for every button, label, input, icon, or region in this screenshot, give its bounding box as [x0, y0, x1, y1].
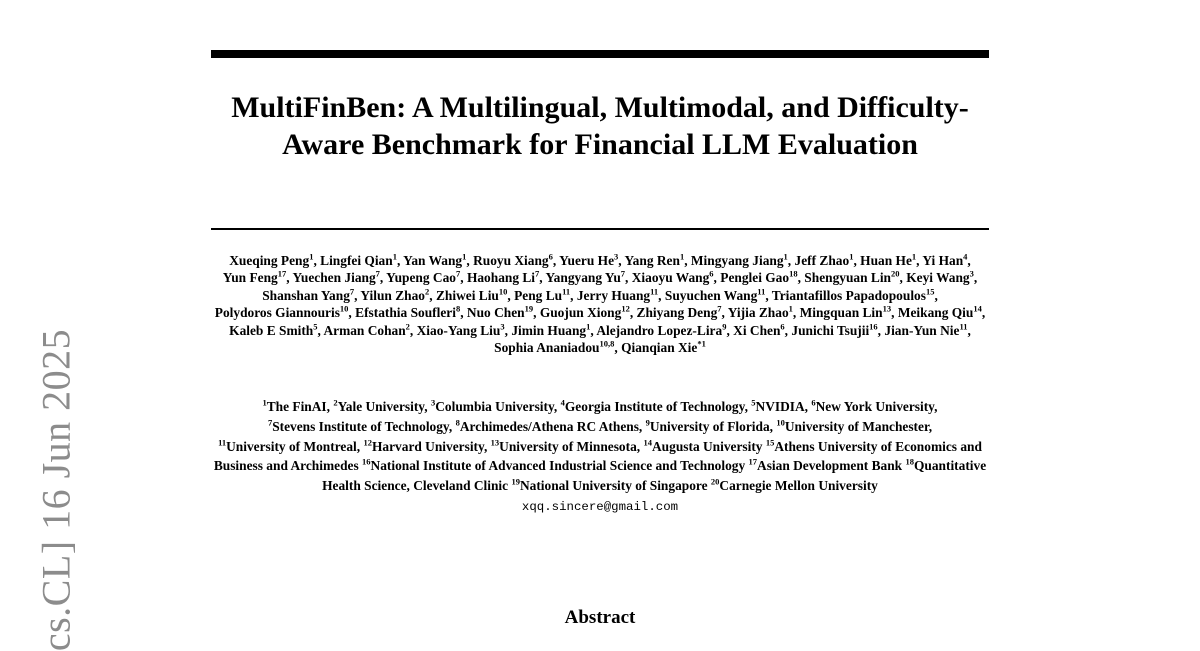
author-affiliation-marker: 5 — [313, 321, 318, 332]
affiliation-separator: , — [553, 399, 558, 414]
author-affiliation-marker: 8 — [455, 303, 461, 314]
author-name: Yang Ren — [624, 253, 680, 268]
affiliation — [511, 478, 707, 493]
author-affiliation-marker: 15 — [925, 286, 935, 297]
author-name: Kaleb E Smith — [229, 322, 314, 338]
author-affiliation-marker: 11 — [650, 286, 659, 297]
author-name: Alejandro Lopez-Lira — [596, 322, 723, 338]
author: Yupeng Cao$^7$, — [386, 268, 464, 286]
author-name: Arman Cohan — [323, 322, 406, 338]
affiliation-name: Asian Development Bank — [757, 458, 903, 474]
affiliation — [431, 399, 557, 414]
author-affiliation-marker: 1 — [462, 251, 467, 262]
author — [621, 340, 706, 355]
affiliation-number: 18 — [905, 456, 914, 467]
author-name: Jerry Huang — [576, 287, 651, 303]
affiliation-name: Augusta University — [652, 438, 763, 454]
author-name: Yan Wang — [403, 253, 463, 268]
affiliation-name: University of Minnesota — [499, 438, 637, 454]
affiliation-number: 2 — [333, 397, 338, 408]
author-list — [211, 252, 989, 356]
affiliation-number: 15 — [765, 437, 775, 448]
author-name: Mingyang Jiang — [690, 253, 784, 268]
author-name: Xueqing Peng — [229, 253, 310, 268]
affiliation-separator: , — [928, 418, 933, 434]
affiliation-number: 4 — [560, 397, 565, 408]
author: Zhiwei Liu$^{10}$, — [435, 286, 511, 303]
affiliation-name: University of Manchester — [784, 418, 929, 434]
author-affiliation-marker: 10,8 — [599, 338, 615, 349]
author-affiliation-marker: 7 — [535, 268, 540, 279]
author: Penglei Gao$^{18}$, — [720, 268, 801, 286]
affiliation — [456, 419, 643, 434]
author-affiliation-marker: 10 — [498, 286, 508, 297]
author-name: Lingfei Qian — [320, 253, 393, 268]
contact-email[interactable]: xqq.sincere@gmail.com — [521, 499, 679, 514]
affiliation-number: 3 — [431, 397, 436, 408]
author-name: Huan He — [860, 253, 912, 268]
author: Arman Cohan$^2$, — [323, 321, 414, 338]
affiliation-separator: , — [804, 399, 808, 414]
affiliation-block — [211, 397, 989, 518]
author: Meikang Qiu$^{14}$, — [897, 303, 986, 321]
affiliation-separator: , — [356, 438, 361, 454]
author: Yueru He$^3$, — [559, 251, 622, 268]
author-affiliation-marker: 19 — [524, 303, 534, 314]
author-name: Xiao-Yang Liu — [416, 322, 501, 338]
author-affiliation-marker: 6 — [709, 268, 714, 279]
author-affiliation-marker: 2 — [425, 286, 430, 297]
author-name: Shengyuan Lin — [804, 270, 892, 286]
arxiv-identifier-stamp: cs.CL] 16 Jun 2025 — [33, 328, 79, 651]
author-affiliation-marker: 11 — [562, 286, 571, 297]
author-name: Mingquan Lin — [799, 305, 883, 321]
author: Sophia Ananiadou$^{10,8}$, — [494, 338, 618, 356]
author-affiliation-marker: 11 — [959, 321, 968, 332]
affiliation-list — [214, 399, 986, 493]
author-name: Xiaoyu Wang — [631, 270, 710, 286]
affiliation — [268, 419, 452, 434]
affiliation-name: Athens University of Economics and Business and Archimedes — [213, 438, 982, 474]
author-affiliation-marker: 3 — [500, 321, 505, 332]
author: Shengyuan Lin$^{20}$, — [804, 268, 903, 286]
author-name: Jeff Zhao — [794, 253, 850, 268]
affiliation-number: 11 — [218, 437, 227, 448]
author: Junichi Tsujii$^{16}$, — [791, 321, 882, 338]
author-affiliation-marker: 7 — [717, 303, 722, 314]
author-affiliation-marker: 1 — [309, 251, 314, 262]
author-affiliation-marker: 1 — [679, 251, 685, 262]
affiliation-separator: , — [448, 418, 453, 434]
author-name: Zhiyang Deng — [636, 305, 718, 321]
affiliation-separator: , — [638, 418, 643, 434]
author-affiliation-marker: 17 — [277, 268, 287, 279]
author: Alejandro Lopez-Lira$^9$, — [596, 321, 730, 338]
affiliation-number: 19 — [511, 476, 520, 487]
affiliation — [646, 419, 773, 434]
author: Keyi Wang$^3$, — [906, 268, 978, 286]
author-affiliation-marker: 3 — [969, 268, 974, 279]
author: Yang Ren$^1$, — [624, 251, 688, 268]
author-affiliation-marker: 1 — [849, 251, 854, 262]
author-name: Sophia Ananiadou — [494, 340, 600, 356]
title-top-rule — [211, 50, 989, 58]
author-affiliation-marker: 1 — [788, 303, 793, 314]
affiliation-number: 12 — [363, 437, 372, 448]
author: Yan Wang$^1$, — [403, 251, 470, 268]
author-affiliation-marker: 6 — [780, 321, 785, 332]
author-affiliation-marker: 7 — [620, 268, 626, 279]
author-name: Zhiwei Liu — [435, 287, 499, 303]
author-affiliation-marker: 9 — [722, 321, 727, 332]
affiliation-number: 1 — [262, 397, 267, 408]
affiliation-name: Columbia University — [435, 399, 554, 414]
affiliation — [491, 439, 640, 454]
author-name: Peng Lu — [514, 287, 563, 303]
affiliation-separator: , — [326, 399, 330, 414]
author-name: Yi Han — [922, 253, 964, 268]
author: Guojun Xiong$^{12}$, — [539, 303, 634, 321]
affiliation-name: Archimedes/Athena RC Athens — [459, 418, 639, 434]
author: Yijia Zhao$^1$, — [727, 303, 797, 321]
author-affiliation-marker: 1 — [783, 251, 788, 262]
affiliation-name: New York University — [815, 399, 935, 414]
affiliation-number: 14 — [643, 437, 653, 448]
author: Xi Chen$^6$, — [733, 321, 789, 338]
affiliation-separator: , — [636, 438, 641, 454]
affiliation-number: 7 — [267, 417, 273, 428]
author: Yuechen Jiang$^7$, — [292, 268, 384, 286]
author-affiliation-marker: 7 — [349, 286, 355, 297]
author: Jian-Yun Nie$^{11}$, — [884, 321, 971, 338]
author-affiliation-marker: 13 — [882, 303, 892, 314]
author-name: Yueru He — [559, 253, 615, 268]
author-name: Yupeng Cao — [386, 270, 456, 286]
affiliation — [811, 399, 937, 414]
author: Yangyang Yu$^7$, — [545, 268, 629, 286]
author-name: Efstathia Soufleri — [355, 305, 456, 321]
affiliation-number: 9 — [645, 417, 650, 428]
author: Mingquan Lin$^{13}$, — [799, 303, 895, 321]
author: Jimin Huang$^1$, — [511, 321, 594, 338]
author: Xueqing Peng$^1$, — [229, 251, 317, 268]
abstract-heading: Abstract — [564, 607, 636, 628]
affiliation-number: 5 — [751, 397, 756, 408]
affiliation-number: 8 — [455, 417, 460, 428]
author: Yilun Zhao$^2$, — [360, 286, 433, 303]
affiliation-separator: , — [744, 399, 748, 414]
author: Jeff Zhao$^1$, — [794, 251, 857, 268]
author-name: Shanshan Yang — [262, 287, 350, 303]
author-name: Guojun Xiong — [539, 305, 622, 321]
title-bottom-rule — [211, 228, 989, 230]
author-name: Ruoyu Xiang — [473, 253, 549, 268]
affiliation-separator: , — [483, 438, 488, 454]
affiliation-name: Harvard University — [372, 438, 484, 454]
affiliation-name: Stevens Institute of Technology — [272, 418, 449, 434]
author: Huan He$^1$, — [860, 251, 920, 268]
affiliation — [644, 439, 763, 454]
author-affiliation-marker: 7 — [455, 268, 461, 279]
author-affiliation-marker: 2 — [405, 321, 410, 332]
affiliation-name: National Institute of Advanced Industrial Science and Technology — [370, 458, 746, 474]
affiliation-name: NVIDIA — [755, 399, 805, 414]
author-name: Penglei Gao — [720, 270, 790, 286]
author-affiliation-marker: 6 — [548, 251, 553, 262]
affiliation-separator: , — [934, 399, 938, 414]
author-affiliation-marker: 1 — [586, 321, 591, 332]
author: Jerry Huang$^{11}$, — [576, 286, 662, 303]
affiliation-number: 17 — [748, 456, 758, 467]
author: Yi Han$^4$, — [922, 251, 971, 268]
author: Nuo Chen$^{19}$, — [466, 303, 537, 321]
affiliation — [262, 399, 330, 414]
author-name: Meikang Qiu — [897, 305, 974, 321]
author-name: Yijia Zhao — [727, 305, 789, 321]
author: Xiaoyu Wang$^6$, — [631, 268, 717, 286]
author: Lingfei Qian$^1$, — [320, 251, 401, 268]
affiliation — [218, 439, 360, 454]
affiliation-name: National University of Singapore — [519, 478, 708, 494]
author-affiliation-marker: 12 — [621, 303, 630, 314]
affiliation-name: Yale University — [337, 399, 425, 414]
author-affiliation-marker: 7 — [375, 268, 380, 279]
author-affiliation-marker: 10 — [339, 303, 349, 314]
author-affiliation-marker: 18 — [789, 268, 798, 279]
author: Zhiyang Deng$^7$, — [636, 303, 725, 321]
author: Peng Lu$^{11}$, — [514, 286, 574, 303]
author-name: Qianqian Xie — [621, 340, 698, 356]
affiliation-name: The FinAI — [266, 399, 327, 414]
author-affiliation-marker: *1 — [697, 338, 706, 349]
author-affiliation-marker: 3 — [614, 251, 619, 262]
author-affiliation-marker: 16 — [869, 321, 878, 332]
author-name: Haohang Li — [466, 270, 536, 286]
author: Ruoyu Xiang$^6$, — [473, 251, 557, 268]
author-affiliation-marker: 1 — [911, 251, 917, 262]
affiliation-name: Georgia Institute of Technology — [564, 399, 745, 414]
author-name: Xi Chen — [733, 322, 781, 338]
author: Haohang Li$^7$, — [466, 268, 543, 286]
author-name: Jian-Yun Nie — [884, 322, 960, 338]
affiliation-separator: , — [769, 418, 774, 434]
affiliation — [749, 458, 903, 473]
author-name: Yilun Zhao — [360, 287, 426, 303]
author: Suyuchen Wang$^{11}$, — [664, 286, 769, 303]
affiliation — [711, 478, 878, 493]
affiliation-name: Carnegie Mellon University — [719, 478, 878, 494]
author-name: Yangyang Yu — [545, 270, 621, 286]
author-name: Nuo Chen — [466, 305, 525, 321]
affiliation-number: 10 — [776, 417, 785, 428]
author: Yun Feng$^{17}$, — [222, 268, 290, 286]
author-name: Jimin Huang — [511, 322, 587, 338]
author: Mingyang Jiang$^1$, — [690, 251, 792, 268]
affiliation — [362, 458, 745, 473]
author-name: Triantafillos Papadopoulos — [771, 287, 926, 303]
affiliation — [561, 399, 748, 414]
author: Triantafillos Papadopoulos$^{15}$, — [771, 286, 938, 303]
affiliation-name: University of Florida — [649, 418, 770, 434]
author: Efstathia Soufleri$^8$, — [355, 303, 464, 321]
affiliation-number: 13 — [490, 437, 500, 448]
affiliation-number: 6 — [811, 397, 816, 408]
author: Shanshan Yang$^7$, — [262, 286, 358, 303]
author-name: Suyuchen Wang — [664, 287, 758, 303]
author-name: Polydoros Giannouris — [214, 305, 340, 321]
author-affiliation-marker: 4 — [963, 251, 968, 262]
affiliation-name: Quantitative Health Science, Cleveland Clinic — [322, 458, 987, 494]
author-affiliation-marker: 11 — [757, 286, 766, 297]
affiliation-number: 20 — [710, 476, 720, 487]
affiliation-number: 16 — [362, 456, 371, 467]
affiliation-separator: , — [424, 399, 428, 414]
affiliation — [364, 439, 488, 454]
author-affiliation-marker: 20 — [891, 268, 900, 279]
author-affiliation-marker: 14 — [973, 303, 982, 314]
author-name: Yuechen Jiang — [292, 270, 376, 286]
author-name: Keyi Wang — [906, 270, 970, 286]
author: Xiao-Yang Liu$^3$, — [416, 321, 508, 338]
affiliation — [776, 419, 932, 434]
affiliation — [751, 399, 808, 414]
author: Kaleb E Smith$^5$, — [229, 321, 321, 338]
author: Polydoros Giannouris$^{10}$, — [214, 303, 352, 321]
author-name: Junichi Tsujii — [791, 322, 870, 338]
author-affiliation-marker: 1 — [392, 251, 397, 262]
affiliation-name: University of Montreal — [226, 438, 357, 454]
paper-title: MultiFinBen: A Multilingual, Multimodal, and Difficulty-Aware Benchmark for Financial LLM Evaluation — [231, 91, 969, 161]
affiliation — [333, 399, 427, 414]
author-name: Yun Feng — [222, 270, 278, 286]
